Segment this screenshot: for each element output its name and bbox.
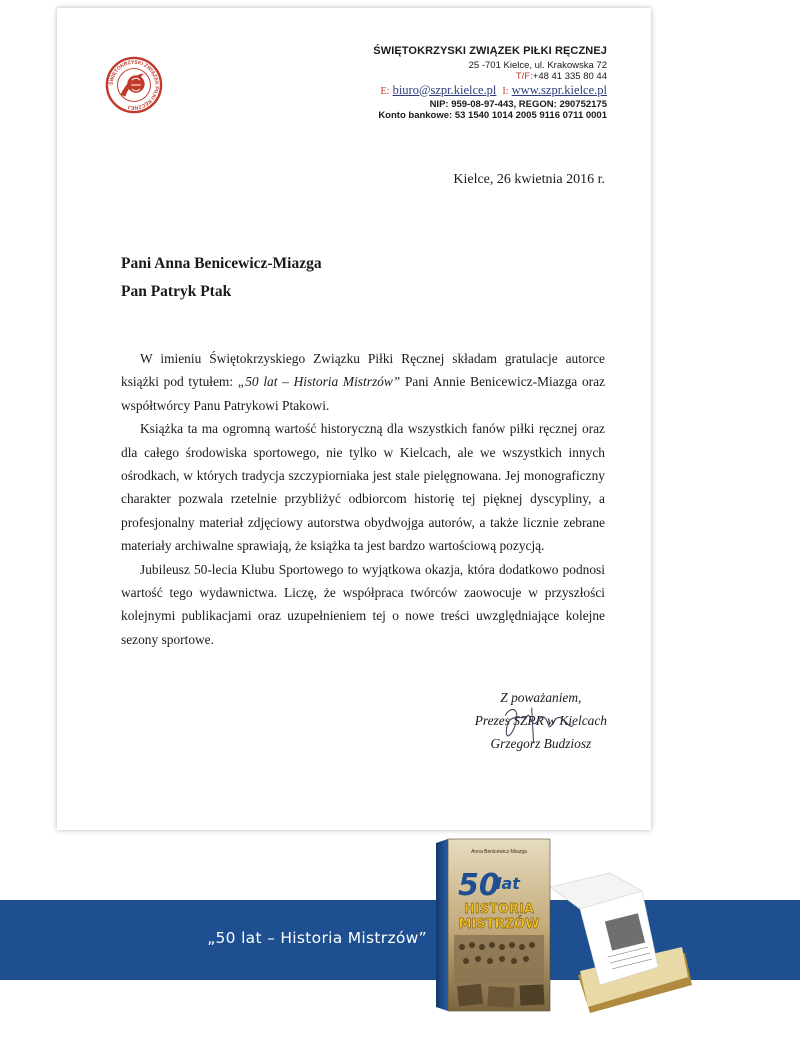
cover-title-line2: MISTRZÓW [458, 917, 540, 932]
body-text: W imieniu Świętokrzyskiego Związku Piłki Ręcznej składam gratulacje autorce książki pod tytułem: [121, 351, 605, 390]
signature-block [475, 686, 607, 755]
body-text: Pani Annie Benicewicz-Miazga oraz współtwórcy Panu Patrykowi Ptakowi. [121, 374, 605, 413]
phone-label: T/F: [515, 71, 533, 83]
email-label: E: [380, 85, 390, 97]
letter-page [57, 8, 651, 830]
signature-name: Grzegorz Budziosz [490, 736, 592, 751]
banner-title: „50 lat – Historia Mistrzów” [207, 929, 427, 947]
org-contact-links [373, 83, 607, 99]
org-phone [373, 71, 607, 82]
org-bank-account: Konto bankowe: 53 1540 1014 2005 9116 0711 0001 [378, 109, 607, 121]
signature-role: Prezes SZPR w Kielcach [474, 713, 607, 728]
cover-author: Anna Benicewicz-Miazga [471, 849, 527, 855]
letter-body [121, 347, 605, 651]
body-paragraph [121, 417, 605, 557]
org-address: 25 -701 Kielce, ul. Krakowska 72 [468, 60, 607, 72]
book-title: „50 lat – Historia Mistrzów” [237, 374, 401, 390]
web-label: I: [502, 85, 509, 97]
recipients [121, 250, 322, 306]
org-name: ŚWIĘTOKRZYSKI ZWIĄZEK PIŁKI RĘCZNEJ [373, 45, 607, 57]
web-link[interactable]: www.szpr.kielce.pl [511, 82, 607, 97]
letterhead [373, 46, 607, 121]
phone-value: +48 41 335 80 44 [532, 71, 607, 83]
cover-title-line1: HISTORIA [464, 902, 534, 917]
body-text: Jubileusz 50-lecia Klubu Sportowego to wyjątkowa okazja, która dodatkowo podnosi wartość tego wydawnictwa. Liczę, że współpraca twórców zaowocuje w przyszłości kolejnymi publikacjami oraz uzupełnieniem tej o nowe treści uwzględniające kolejne sezony sportowe. [121, 561, 605, 647]
email-link[interactable]: biuro@szpr.kielce.pl [392, 82, 497, 97]
recipient-name: Pan Patryk Ptak [121, 283, 232, 300]
body-paragraph [121, 347, 605, 417]
body-paragraph [121, 558, 605, 652]
body-text: Książka ta ma ogromną wartość historyczną dla wszystkich fanów piłki ręcznej oraz dla całego środowiska sportowego, nie tylko w Kielcach, ale we wszystkich innych ośrodkach, w których tradycja szczypiorniaka jest stale pielęgnowana. Jej monograficzny charakter pozwala rzetelnie przybliżyć odbiorcom historię tej pięknej dyscypliny, a profesjonalny materiał zdjęciowy autorstwa obydwojga autorów, a także licznie zebrane materiały archiwalne sprawiają, że książka ta jest bardzo wartościową pozycją. [121, 421, 605, 554]
book-image-icon [430, 835, 720, 1015]
szpr-logo-icon [105, 56, 163, 114]
logo-ring-text: ŚWIĘTOKRZYSKI ZWIĄZEK PIŁKI RĘCZNEJ [108, 59, 160, 111]
recipient-name: Pani Anna Benicewicz-Miazga [121, 255, 322, 272]
signature-closing: Z poważaniem, [500, 690, 582, 705]
cover-word: lat [496, 874, 520, 893]
letter-date: Kielce, 26 kwietnia 2016 r. [453, 172, 605, 187]
org-nip-regon: NIP: 959-08-97-443, REGON: 290752175 [429, 98, 607, 110]
cover-number: 50 [458, 868, 500, 903]
